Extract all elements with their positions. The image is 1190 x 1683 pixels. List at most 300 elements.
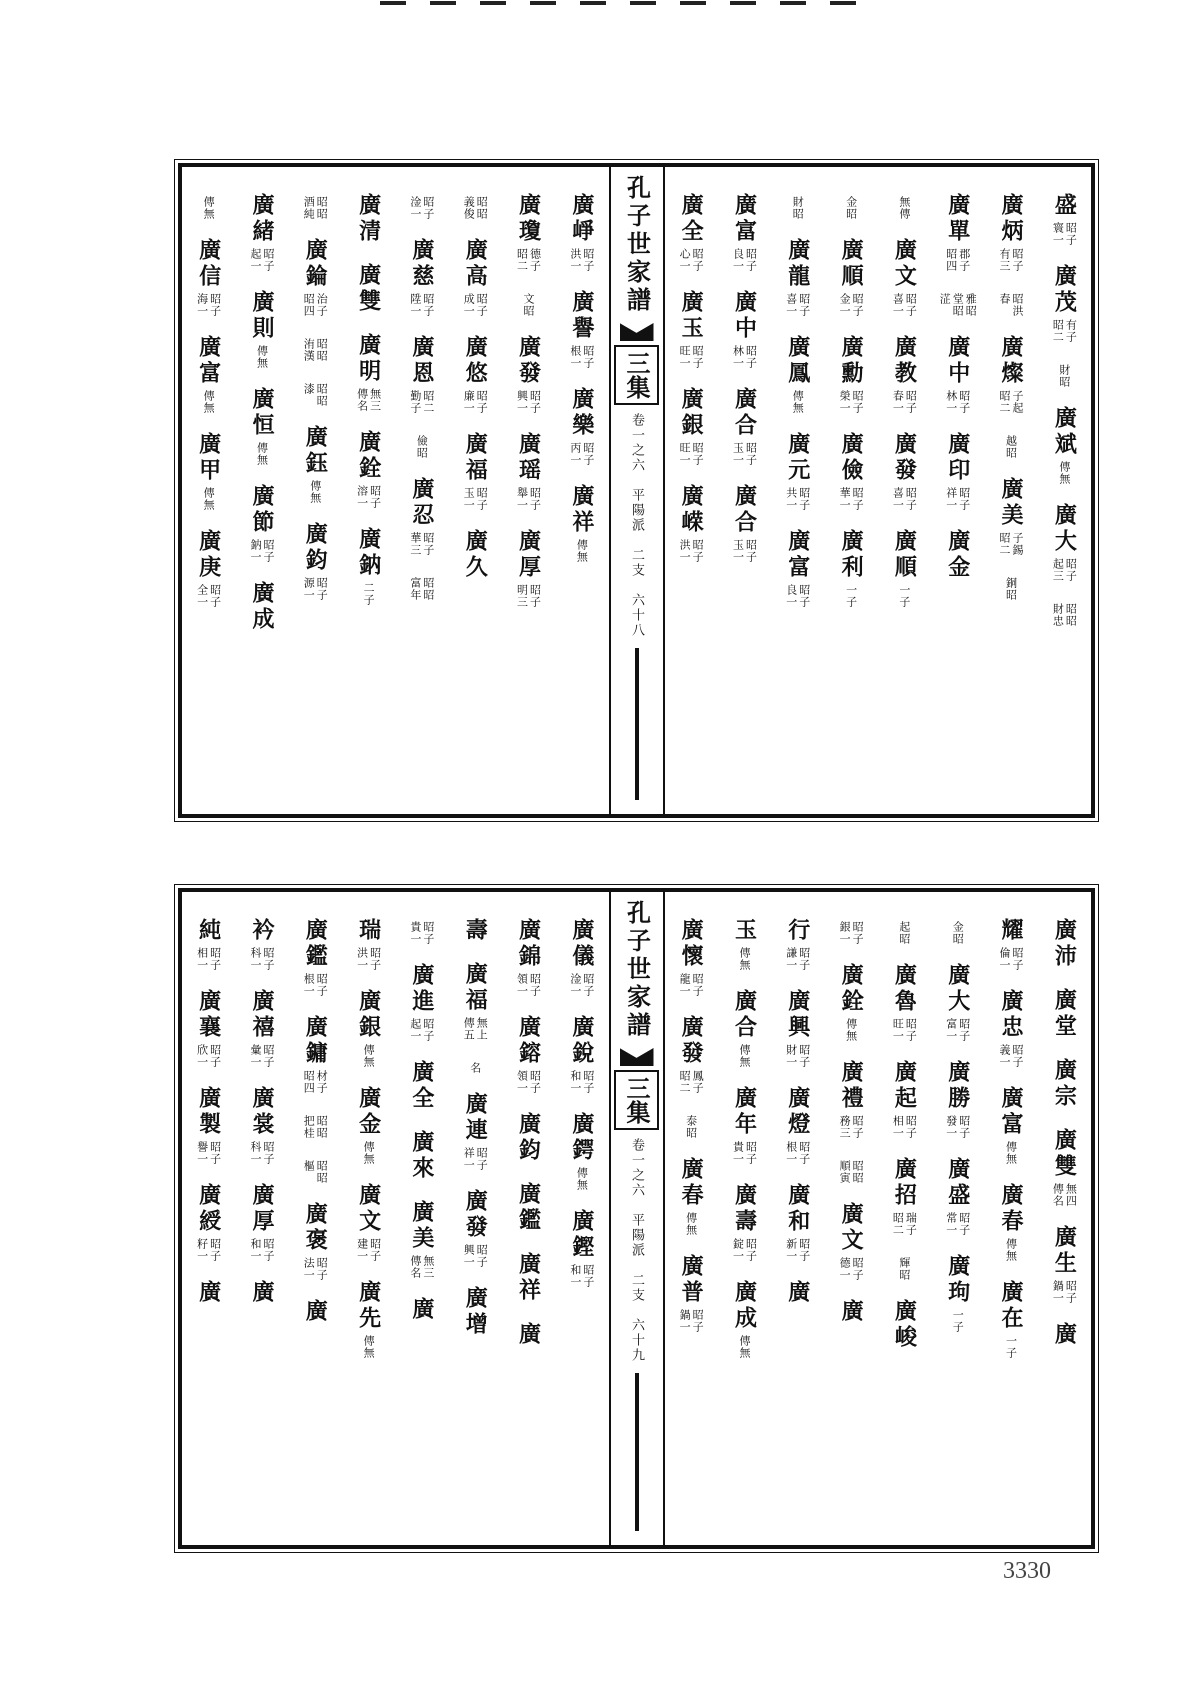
person-name: 廣在: [998, 1280, 1025, 1332]
person-notes: [250, 1141, 274, 1165]
note-text: 領一: [515, 1070, 529, 1094]
note-text: 昭子: [421, 1018, 435, 1042]
person-notes: [310, 480, 321, 504]
note-text: 興一: [515, 390, 529, 414]
note-text: 昭二: [421, 390, 435, 414]
person-name: 廣成: [731, 1280, 758, 1332]
person-name: 廣崢: [568, 193, 595, 245]
person-name: 廣恩: [408, 335, 435, 387]
person-name: 廣文: [838, 1202, 865, 1254]
note-text: 籽一: [195, 1238, 209, 1262]
note-text: 貴一: [408, 921, 422, 945]
note-text: 無傳: [897, 196, 911, 220]
person-name: 廣儀: [568, 918, 595, 970]
genealogy-column: [182, 167, 235, 814]
person-entry: [679, 484, 703, 563]
note-text: 心一: [678, 248, 692, 272]
person-entry: [1052, 1128, 1076, 1207]
person-notes: [839, 921, 863, 945]
note-text: 輝昭: [897, 1257, 911, 1281]
note-text: 材子: [315, 1070, 329, 1094]
person-entry: [732, 1183, 756, 1262]
note-text: 起一: [248, 248, 262, 272]
person-entry: [784, 335, 811, 414]
genealogy-column: [342, 167, 395, 814]
person-entry: [946, 963, 970, 1042]
person-entry: [732, 193, 756, 272]
person-notes: [946, 1018, 970, 1042]
person-notes: [463, 293, 487, 317]
genealogy-column: [878, 892, 931, 1545]
note-text: 財忠: [1051, 603, 1065, 627]
person-name: 廣鑑: [515, 1182, 542, 1234]
person-notes: [732, 345, 756, 369]
genealogy-column: [235, 892, 288, 1545]
person-entry: [999, 335, 1023, 414]
person-entry: [786, 432, 810, 511]
person-name: 廣悠: [462, 335, 489, 387]
person-name: 廣峻: [891, 1299, 918, 1351]
note-text: 洪一: [678, 539, 692, 563]
person-entry: [892, 432, 916, 511]
person-name: 廣魯: [891, 963, 918, 1015]
note-text: 領一: [515, 973, 529, 997]
note-text: 建一: [355, 1238, 369, 1262]
genealogy-column: [931, 892, 984, 1545]
person-entry: [517, 529, 541, 608]
person-notes: [197, 1238, 221, 1262]
person-name: 廣瓊: [515, 193, 542, 245]
person-notes: [792, 196, 803, 220]
person-notes: [679, 973, 703, 997]
person-notes: [470, 1062, 481, 1074]
person-entry: [570, 1015, 594, 1094]
note-text: 科一: [248, 1141, 262, 1165]
person-entry: [303, 918, 327, 997]
note-text: 玉一: [462, 487, 476, 511]
person-notes: [739, 1335, 750, 1359]
person-notes: [739, 1044, 750, 1068]
person-name: 廣裳: [248, 1086, 275, 1138]
person-notes: [892, 1018, 916, 1042]
person-entry: [899, 1254, 910, 1281]
note-text: 昭子: [581, 248, 595, 272]
note-text: 一子: [897, 584, 911, 608]
person-name: 廣龍: [784, 238, 811, 290]
genealogy-column: [984, 892, 1037, 1545]
note-text: 科一: [248, 947, 262, 971]
person-notes: [892, 1212, 916, 1236]
note-text: 昭子: [261, 1141, 275, 1165]
person-notes: [786, 947, 810, 971]
person-entry: [416, 432, 427, 459]
page-number: 3330: [1003, 1558, 1051, 1584]
person-notes: [410, 1255, 434, 1279]
person-name: 廣成: [248, 581, 275, 633]
person-notes: [303, 973, 327, 997]
person-name: 廣禮: [838, 1060, 865, 1112]
person-name: 廣清: [355, 193, 382, 245]
note-text: 洪一: [568, 248, 582, 272]
person-notes: [1052, 1183, 1076, 1207]
note-text: 順寅: [838, 1160, 852, 1184]
note-text: 昭子: [581, 1070, 595, 1094]
note-text: 昭昭: [315, 383, 329, 407]
note-text: 富一: [944, 1018, 958, 1042]
note-text: 傳名: [1051, 1183, 1065, 1207]
person-entry: [515, 1182, 542, 1234]
note-text: 財一: [784, 1044, 798, 1068]
note-text: 起三: [1051, 558, 1065, 582]
person-entry: [999, 918, 1023, 971]
note-text: 昭子: [851, 487, 865, 511]
person-entry: [899, 193, 910, 220]
note-text: 昭子: [421, 196, 435, 220]
person-entry: [355, 1086, 382, 1165]
person-entry: [732, 290, 756, 369]
person-name: 廣金: [944, 529, 971, 581]
person-notes: [357, 1238, 381, 1262]
note-text: 貴一: [731, 1141, 745, 1165]
person-name: 廣大: [944, 963, 971, 1015]
note-text: 鍋一: [678, 1309, 692, 1333]
person-entry: [784, 1280, 811, 1306]
section-label: 卷一之六 平陽派 二支 六十八: [629, 413, 644, 638]
person-name: 廣富: [195, 335, 222, 387]
person-entry: [1052, 264, 1076, 343]
note-text: 昭子: [797, 1238, 811, 1262]
person-notes: [999, 248, 1023, 272]
person-name: 廣生: [1051, 1225, 1078, 1277]
person-entry: [946, 1060, 970, 1139]
person-name: 廣慈: [408, 238, 435, 290]
person-notes: [686, 1115, 697, 1139]
person-name: 廣順: [891, 529, 918, 581]
person-notes: [570, 1264, 594, 1288]
person-notes: [197, 584, 221, 608]
note-text: 昭昭: [421, 577, 435, 601]
note-text: 旺一: [678, 345, 692, 369]
note-text: 源一: [302, 577, 316, 601]
note-text: 雅昭: [964, 293, 978, 317]
person-notes: [523, 293, 534, 317]
note-text: 有三: [998, 248, 1012, 272]
person-notes: [250, 947, 274, 971]
person-notes: [410, 577, 434, 601]
genealogy-column: [931, 167, 984, 814]
person-name: 廣興: [784, 989, 811, 1041]
person-name: 廣斌: [1051, 406, 1078, 458]
person-notes: [999, 1044, 1023, 1068]
person-name: 廣厚: [515, 529, 542, 581]
person-entry: [248, 290, 275, 369]
person-entry: [463, 432, 487, 511]
person-entry: [303, 193, 327, 220]
person-name: 壽: [462, 918, 489, 944]
person-name: 廣普: [678, 1254, 705, 1306]
note-text: 昭昭: [315, 1115, 329, 1139]
note-text: 瑞子: [904, 1212, 918, 1236]
note-text: 昭子: [744, 345, 758, 369]
note-text: 德一: [838, 1257, 852, 1281]
person-notes: [952, 1309, 963, 1333]
note-text: 郡子: [957, 248, 971, 272]
person-notes: [357, 947, 381, 971]
person-notes: [786, 1141, 810, 1165]
person-name: 廣嵘: [678, 484, 705, 536]
person-name: 廣福: [462, 962, 489, 1014]
person-notes: [1006, 577, 1017, 601]
person-notes: [1006, 435, 1017, 459]
person-name: 廣儉: [838, 432, 865, 484]
note-text: 洧漢: [302, 338, 316, 362]
person-entry: [999, 193, 1023, 272]
note-text: 昭子: [904, 293, 918, 317]
note-text: 傳無: [737, 1044, 751, 1068]
person-notes: [946, 1212, 970, 1236]
person-name: 廣富: [784, 529, 811, 581]
person-name: 廣高: [462, 238, 489, 290]
person-name: 廣: [1051, 1322, 1078, 1348]
person-notes: [839, 1115, 863, 1139]
person-name: 廣庚: [195, 529, 222, 581]
genealogy-column: [289, 167, 342, 814]
genealogy-column: [771, 167, 824, 814]
person-notes: [197, 1141, 221, 1165]
note-text: 相一: [891, 1115, 905, 1139]
person-name: 廣懷: [678, 918, 705, 970]
note-text: 旺一: [678, 442, 692, 466]
person-entry: [892, 335, 916, 414]
note-text: 昭子: [261, 947, 275, 971]
person-entry: [839, 918, 863, 945]
person-notes: [250, 1044, 274, 1068]
note-text: 昭子: [797, 947, 811, 971]
person-name: 廣信: [195, 238, 222, 290]
person-entry: [408, 1297, 435, 1323]
note-text: 傳無: [844, 1018, 858, 1042]
person-entry: [946, 432, 970, 511]
note-text: 昭子: [957, 1115, 971, 1139]
person-name: 廣發: [891, 432, 918, 484]
genealogy-column: [718, 892, 771, 1545]
note-text: 傳無: [255, 345, 269, 369]
person-notes: [839, 1160, 863, 1184]
person-entry: [999, 989, 1023, 1068]
note-text: 名: [468, 1062, 482, 1074]
person-name: 廣製: [195, 1086, 222, 1138]
person-notes: [899, 584, 910, 608]
note-text: 昭子: [208, 584, 222, 608]
person-notes: [517, 390, 541, 414]
person-notes: [410, 293, 434, 317]
person-entry: [463, 193, 487, 220]
note-text: 昭昭: [475, 196, 489, 220]
person-notes: [250, 248, 274, 272]
person-name: 廣忍: [408, 477, 435, 529]
genealogy-column: [235, 167, 288, 814]
person-name: 廣雙: [1051, 1128, 1078, 1180]
person-name: 廣富: [998, 1086, 1025, 1138]
person-name: 廣大: [1051, 503, 1078, 555]
book-title: 孔子世家譜: [622, 175, 652, 315]
person-notes: [363, 1044, 374, 1068]
person-entry: [570, 193, 594, 272]
person-name: 廣禧: [248, 989, 275, 1041]
person-entry: [679, 1254, 703, 1333]
note-text: 春: [998, 293, 1012, 305]
volume-label: 三集: [614, 345, 659, 405]
note-text: 傳無: [202, 196, 216, 220]
note-text: 昭子: [1011, 248, 1025, 272]
person-notes: [570, 1070, 594, 1094]
person-entry: [303, 1202, 327, 1281]
note-text: 昭子: [581, 1264, 595, 1288]
note-text: 淦一: [568, 973, 582, 997]
person-entry: [839, 432, 863, 511]
person-notes: [1059, 364, 1070, 388]
note-text: 榮一: [838, 390, 852, 414]
person-name: 廣文: [355, 1183, 382, 1235]
note-text: 昭二: [998, 390, 1012, 414]
person-entry: [1052, 503, 1076, 582]
person-entry: [250, 484, 274, 563]
person-entry: [732, 1086, 756, 1165]
person-entry: [892, 238, 916, 317]
person-notes: [303, 1070, 327, 1094]
person-entry: [999, 290, 1023, 317]
note-text: 鈉一: [248, 539, 262, 563]
note-text: 成一: [462, 293, 476, 317]
person-entry: [946, 1157, 970, 1236]
note-text: 溶一: [355, 485, 369, 509]
person-entry: [786, 1183, 810, 1262]
note-text: 昭子: [904, 1115, 918, 1139]
note-text: 良一: [784, 584, 798, 608]
person-name: 廣炳: [998, 193, 1025, 245]
person-notes: [303, 383, 327, 407]
person-entry: [195, 335, 222, 414]
note-text: 昭子: [261, 1238, 275, 1262]
note-text: 昭子: [315, 973, 329, 997]
person-entry: [195, 432, 222, 511]
person-entry: [248, 581, 275, 633]
person-entry: [463, 1189, 487, 1268]
note-text: 昭昭: [315, 338, 329, 362]
person-notes: [410, 390, 434, 414]
person-notes: [1052, 1280, 1076, 1304]
person-entry: [197, 238, 221, 317]
person-name: 廣綬: [195, 1183, 222, 1235]
note-text: 昭四: [944, 248, 958, 272]
note-text: 昭子: [528, 390, 542, 414]
note-text: 昭子: [261, 1044, 275, 1068]
person-entry: [462, 918, 489, 944]
note-text: 錠一: [731, 1238, 745, 1262]
person-entry: [1051, 1322, 1078, 1348]
person-notes: [463, 1244, 487, 1268]
note-text: 儉昭: [415, 435, 429, 459]
person-notes: [303, 1160, 327, 1184]
person-entry: [250, 918, 274, 971]
person-entry: [570, 1209, 594, 1288]
section-label: 卷一之六 平陽派 二支 六十九: [629, 1138, 644, 1363]
person-name: 廣勝: [944, 1060, 971, 1112]
genealogy-column: [1038, 892, 1091, 1545]
note-text: 昭子: [851, 293, 865, 317]
person-entry: [568, 484, 595, 563]
person-name: 廣鏗: [568, 1209, 595, 1261]
person-name: 廣祥: [568, 484, 595, 536]
person-entry: [250, 1183, 274, 1262]
note-text: 傳名: [355, 388, 369, 412]
person-notes: [1052, 558, 1076, 582]
person-name: 廣年: [731, 1086, 758, 1138]
genealogy-column: [824, 167, 877, 814]
person-entry: [197, 1086, 221, 1165]
person-entry: [786, 238, 810, 317]
person-notes: [679, 442, 703, 466]
note-text: 相一: [195, 947, 209, 971]
person-entry: [679, 1015, 703, 1094]
genealogy-column: [878, 167, 931, 814]
person-notes: [256, 345, 267, 369]
genealogy-column: [395, 167, 448, 814]
person-entry: [731, 918, 758, 971]
person-name: 瑞: [355, 918, 382, 944]
person-name: 廣合: [731, 387, 758, 439]
person-entry: [792, 193, 803, 220]
note-text: 金昭: [951, 921, 965, 945]
note-text: 酒純: [302, 196, 316, 220]
person-name: 廣來: [408, 1130, 435, 1182]
note-text: 喜一: [891, 487, 905, 511]
person-entry: [731, 989, 758, 1068]
person-name: 廣堂: [1051, 988, 1078, 1040]
note-text: 明三: [515, 584, 529, 608]
person-name: 廣富: [731, 193, 758, 245]
person-notes: [410, 532, 434, 556]
person-entry: [303, 1157, 327, 1184]
note-text: 常一: [944, 1212, 958, 1236]
person-entry: [1051, 918, 1078, 970]
person-entry: [303, 238, 327, 317]
person-entry: [357, 430, 381, 509]
genealogy-column: [502, 892, 555, 1545]
genealogy-column: [449, 167, 502, 814]
person-notes: [792, 390, 803, 414]
person-notes: [357, 485, 381, 509]
note-text: 發一: [944, 1115, 958, 1139]
person-notes: [899, 1257, 910, 1281]
person-entry: [686, 1112, 697, 1139]
note-text: 昭子: [368, 485, 382, 509]
person-name: 廣元: [784, 432, 811, 484]
person-notes: [686, 1212, 697, 1236]
person-entry: [892, 1060, 916, 1139]
person-notes: [303, 1115, 327, 1139]
person-entry: [462, 1286, 489, 1338]
person-notes: [899, 921, 910, 945]
note-text: 義一: [998, 1044, 1012, 1068]
note-text: 昭子: [797, 487, 811, 511]
gutter-rule: [635, 648, 639, 800]
note-text: 昭四: [302, 1070, 316, 1094]
genealogy-column: [984, 167, 1037, 814]
person-name: 廣銀: [678, 387, 705, 439]
person-name: 廣增: [462, 1286, 489, 1338]
person-notes: [303, 293, 327, 317]
